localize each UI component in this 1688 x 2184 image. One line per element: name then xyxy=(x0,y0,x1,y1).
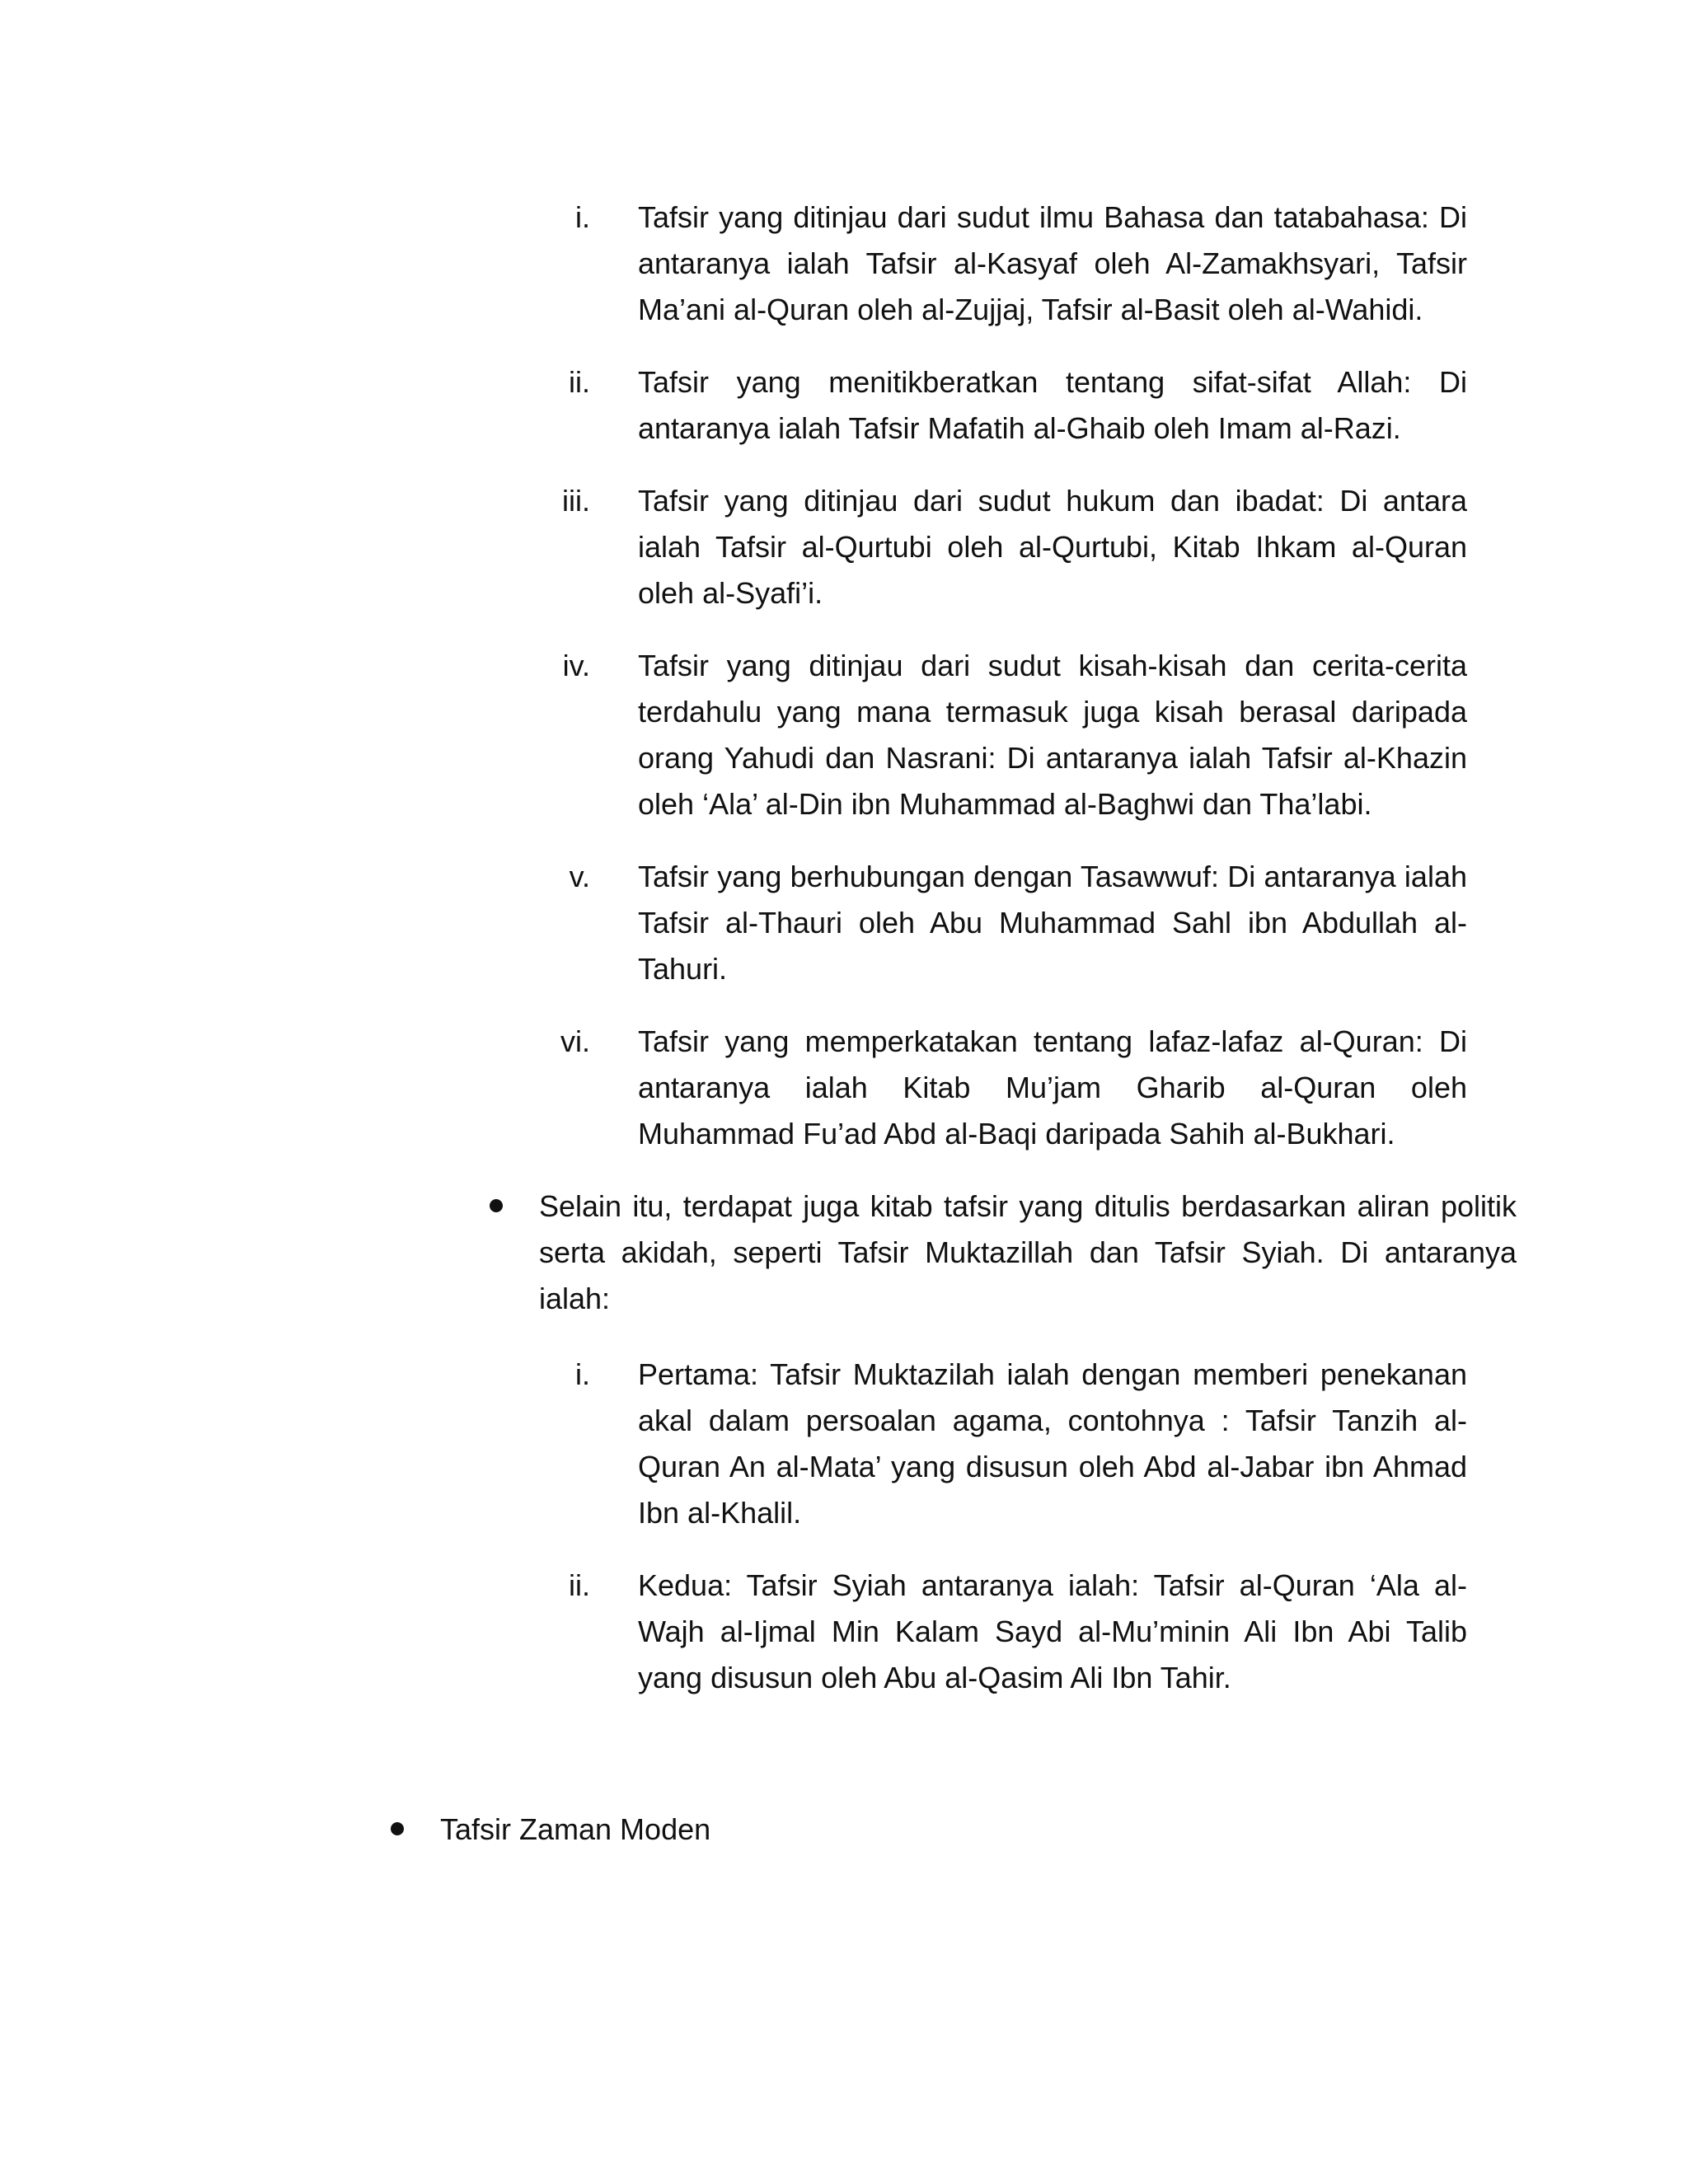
list-item-text: Tafsir yang ditinjau dari sudut hukum dan ibadat: Di antara ialah Tafsir al-Qurtubi oleh al-Qurtubi, Kitab Ihkam al-Quran oleh al-Syafi’i. xyxy=(638,484,1467,610)
list-item xyxy=(544,643,1467,827)
section-heading-text: Tafsir Zaman Moden xyxy=(440,1812,711,1846)
list-item-number: iii. xyxy=(562,484,590,518)
list-item xyxy=(544,1019,1467,1157)
list-item-text: Tafsir yang ditinjau dari sudut ilmu Bahasa dan tatabahasa: Di antaranya ialah Tafsir al-Kasyaf oleh Al-Zamakhsyari, Tafsir Ma’ani al-Quran oleh al-Zujjaj, Tafsir al-Basit oleh al-Wahidi. xyxy=(638,200,1467,326)
bullet-paragraph-text: Selain itu, terdapat juga kitab tafsir yang ditulis berdasarkan aliran politik serta akidah, seperti Tafsir Muktazillah dan Tafsir Syiah. Di antaranya ialah: xyxy=(539,1189,1517,1315)
list-item xyxy=(544,194,1467,333)
list-item-number: ii. xyxy=(569,365,590,399)
bullet-icon xyxy=(490,1199,503,1212)
list-item xyxy=(544,478,1467,616)
list-item-number: ii. xyxy=(569,1568,590,1602)
section-heading xyxy=(391,1807,1100,1853)
list-item-number: iv. xyxy=(562,649,590,682)
list-item-text: Tafsir yang memperkatakan tentang lafaz-lafaz al-Quran: Di antaranya ialah Kitab Mu’jam Gharib al-Quran oleh Muhammad Fu’ad Abd al-Baqi daripada Sahih al-Bukhari. xyxy=(638,1024,1467,1151)
list-item-text: Tafsir yang menitikberatkan tentang sifat-sifat Allah: Di antaranya ialah Tafsir Mafatih al-Ghaib oleh Imam al-Razi. xyxy=(638,365,1467,445)
list-item-number: v. xyxy=(569,860,590,893)
list-item-text: Kedua: Tafsir Syiah antaranya ialah: Tafsir al-Quran ‘Ala al-Wajh al-Ijmal Min Kalam Sayd al-Mu’minin Ali Ibn Abi Talib yang disusun oleh Abu al-Qasim Ali Ibn Tahir. xyxy=(638,1568,1467,1694)
list-item-number: vi. xyxy=(560,1024,590,1058)
bullet-icon xyxy=(391,1822,404,1835)
list-item xyxy=(544,854,1467,992)
list-item-text: Tafsir yang berhubungan dengan Tasawwuf: Di antaranya ialah Tafsir al-Thauri oleh Abu Muhammad Sahl ibn Abdullah al-Tahuri. xyxy=(638,860,1467,986)
list-item-number: i. xyxy=(575,200,590,234)
list-item xyxy=(544,1352,1467,1536)
list-item xyxy=(544,359,1467,452)
tafsir-category-list xyxy=(544,194,1467,1183)
list-item-number: i. xyxy=(575,1357,590,1391)
list-item-text: Tafsir yang ditinjau dari sudut kisah-kisah dan cerita-cerita terdahulu yang mana termasuk juga kisah berasal daripada orang Yahudi dan Nasrani: Di antaranya ialah Tafsir al-Khazin oleh ‘Ala’ al-Din ibn Muhammad al-Baghwi dan Tha’labi. xyxy=(638,649,1467,821)
list-item-text: Pertama: Tafsir Muktazilah ialah dengan memberi penekanan akal dalam persoalan agama, contohnya : Tafsir Tanzih al-Quran An al-Mata’ yang disusun oleh Abd al-Jabar ibn Ahmad Ibn al-Khalil. xyxy=(638,1357,1467,1530)
list-item xyxy=(544,1563,1467,1701)
tafsir-school-list xyxy=(544,1352,1467,1727)
bullet-paragraph xyxy=(490,1183,1517,1322)
